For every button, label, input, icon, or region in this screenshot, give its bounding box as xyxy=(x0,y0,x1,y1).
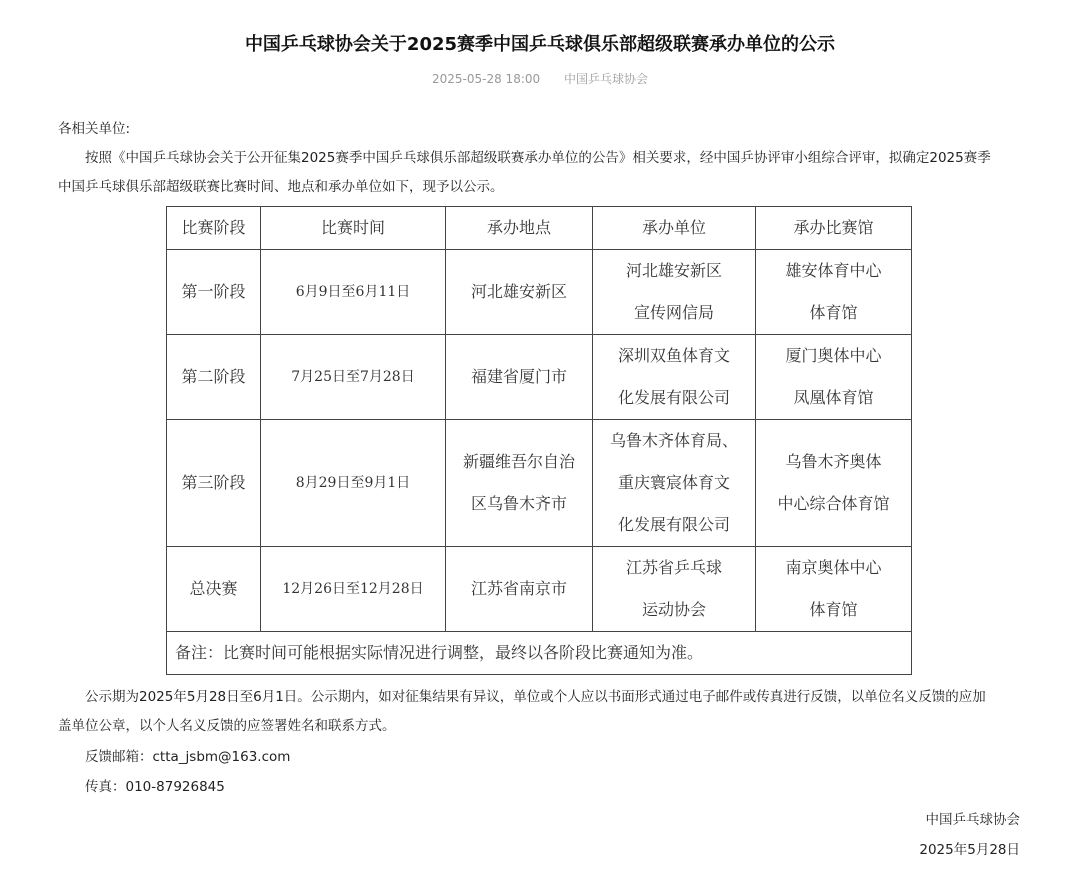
table-note-row xyxy=(167,632,912,675)
table-row xyxy=(167,547,912,632)
table-cell: 新疆维吾尔自治 区乌鲁木齐市 xyxy=(446,420,593,547)
schedule-table xyxy=(166,206,912,675)
feedback-email: 反馈邮箱：ctta_jsbm@163.com xyxy=(85,749,291,765)
table-cell: 河北雄安新区 xyxy=(446,250,593,335)
table-cell: 南京奥体中心 体育馆 xyxy=(756,547,912,632)
signature-date: 2025年5月28日 xyxy=(919,842,1020,858)
table-cell: 7月25日至7月28日 xyxy=(261,335,446,420)
table-cell: 乌鲁木齐体育局、 重庆寰宸体育文 化发展有限公司 xyxy=(593,420,756,547)
period-paragraph-line1: 公示期为2025年5月28日至6月1日。公示期内，如对征集结果有异议，单位或个人应以书面形式通过电子邮件或传真进行反馈，以单位名义反馈的应加 xyxy=(85,689,986,705)
table-cell: 乌鲁木齐奥体 中心综合体育馆 xyxy=(756,420,912,547)
table-cell: 江苏省乒乓球 运动协会 xyxy=(593,547,756,632)
table-cell: 福建省厦门市 xyxy=(446,335,593,420)
salutation: 各相关单位: xyxy=(58,121,131,137)
table-cell: 第二阶段 xyxy=(167,335,261,420)
table-row xyxy=(167,250,912,335)
period-paragraph-line2: 盖单位公章，以个人名义反馈的应签署姓名和联系方式。 xyxy=(58,718,396,734)
table-header-cell: 承办单位 xyxy=(593,207,756,250)
publish-source: 中国乒乓球协会 xyxy=(563,72,648,86)
table-cell: 雄安体育中心 体育馆 xyxy=(756,250,912,335)
table-cell: 总决赛 xyxy=(167,547,261,632)
table-header-cell: 承办比赛馆 xyxy=(756,207,912,250)
feedback-fax: 传真：010-87926845 xyxy=(85,779,225,795)
intro-paragraph-line2: 中国乒乓球俱乐部超级联赛比赛时间、地点和承办单位如下，现予以公示。 xyxy=(58,179,504,195)
signature: 中国乒乓球协会 xyxy=(925,812,1020,828)
publish-datetime: 2025-05-28 18:00 xyxy=(432,72,541,86)
table-row xyxy=(167,420,912,547)
table-cell: 6月9日至6月11日 xyxy=(261,250,446,335)
table-cell: 第一阶段 xyxy=(167,250,261,335)
table-cell: 江苏省南京市 xyxy=(446,547,593,632)
page-title: 中国乒乓球协会关于2025赛季中国乒乓球俱乐部超级联赛承办单位的公示 xyxy=(244,34,836,55)
table-header-cell: 承办地点 xyxy=(446,207,593,250)
table-cell: 12月26日至12月28日 xyxy=(261,547,446,632)
table-header-cell: 比赛时间 xyxy=(261,207,446,250)
table-cell: 第三阶段 xyxy=(167,420,261,547)
table-header-row xyxy=(167,207,912,250)
article-meta xyxy=(0,70,1080,87)
table-cell: 深圳双鱼体育文 化发展有限公司 xyxy=(593,335,756,420)
table-cell: 8月29日至9月1日 xyxy=(261,420,446,547)
table-cell: 厦门奥体中心 凤凰体育馆 xyxy=(756,335,912,420)
table-note: 备注：比赛时间可能根据实际情况进行调整，最终以各阶段比赛通知为准。 xyxy=(167,632,912,675)
table-row xyxy=(167,335,912,420)
intro-paragraph-line1: 按照《中国乒乓球协会关于公开征集2025赛季中国乒乓球俱乐部超级联赛承办单位的公告》相关要求，经中国乒协评审小组综合评审，拟确定2025赛季 xyxy=(85,150,991,166)
table-header-cell: 比赛阶段 xyxy=(167,207,261,250)
table-cell: 河北雄安新区 宣传网信局 xyxy=(593,250,756,335)
